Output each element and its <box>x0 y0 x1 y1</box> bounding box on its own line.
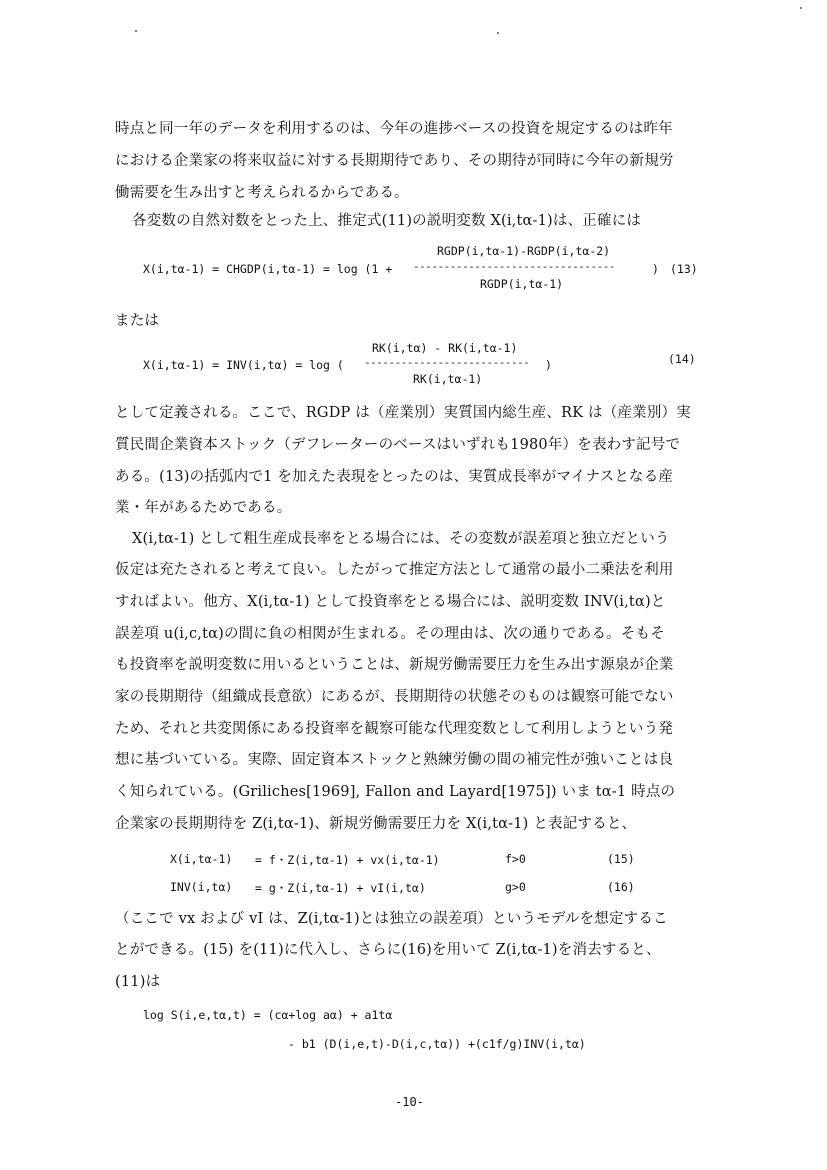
eq13-left: X(i,tα-1) = CHGDP(i,tα-1) = log (1 + <box>143 262 393 276</box>
paragraph-line: く知られている。(Griliches[1969], Fallon and Layard[1975]) いま tα-1 時点の <box>115 784 676 800</box>
eq14-left: X(i,tα-1) = INV(i,tα) = log ( <box>143 358 344 372</box>
page-number: -10- <box>395 1095 424 1109</box>
paragraph-line: 仮定は充たされると考えて良い。したがって推定方法として通常の最小二乗法を利用 <box>115 562 674 578</box>
scan-speck <box>135 30 137 32</box>
paragraph-line: も投資率を説明変数に用いるということは、新規労働需要圧力を生み出す源泉が企業 <box>115 657 674 673</box>
paragraph-line: 想に基づいている。実際、固定資本ストックと熟練労働の間の補完性が強いことは良 <box>115 752 674 768</box>
paragraph-line: X(i,tα-1) として粗生産成長率をとる場合には、その変数が誤差項と独立だという <box>132 531 670 547</box>
eq13-number: (13) <box>670 262 698 276</box>
paragraph-line: 家の長期期待（組織成長意欲）にあるが、長期期待の状態そのものは観察可能でない <box>115 689 674 705</box>
paragraph-line: 働需要を生み出すと考えられるからである。 <box>115 185 409 201</box>
paragraph-line: 質民間企業資本ストック（デフレーターのベースはいずれも1980年）を表わす記号で <box>115 437 681 453</box>
eq13-numerator: RGDP(i,tα-1)-RGDP(i,tα-2) <box>437 244 611 258</box>
eq16-rhs: = g・Z(i,tα-1) + vI(i,tα) <box>255 881 426 895</box>
eq16-cond: g>0 <box>505 880 526 894</box>
paragraph-line: として定義される。ここで、RGDP は（産業別）実質国内総生産、RK は（産業別）実 <box>115 405 691 421</box>
scan-speck <box>800 7 802 9</box>
eq15-number: (15) <box>607 852 635 866</box>
eq14-number: (14) <box>668 352 696 366</box>
paragraph-line: 時点と同一年のデータを利用するのは、今年の進捗ベースの投資を規定するのは昨年 <box>115 121 673 137</box>
eq13-close: ) <box>652 262 659 276</box>
eq14-numerator: RK(i,tα) - RK(i,tα-1) <box>372 341 518 355</box>
eq14-close: ) <box>545 358 552 372</box>
eq15-lhs: X(i,tα-1) <box>170 852 233 866</box>
paragraph-line: 誤差項 u(i,c,tα)の間に負の相関が生まれる。その理由は、次の通りである。そもそ <box>115 626 665 642</box>
eq14-denominator: RK(i,tα-1) <box>413 372 483 386</box>
fraction-bar: --------------------------- <box>364 356 530 369</box>
paragraph-line: 各変数の自然対数をとった上、推定式(11)の説明変数 X(i,tα-1)は、正確には <box>132 213 642 229</box>
eq15-rhs: = f・Z(i,tα-1) + vx(i,tα-1) <box>255 853 440 867</box>
paragraph-line: 業・年があるためである。 <box>115 500 292 516</box>
eq16-number: (16) <box>607 880 635 894</box>
paragraph-line: （ここで vx および vI は、Z(i,tα-1)とは独立の誤差項）というモデルを想定するこ <box>115 911 668 927</box>
paragraph-line: (11)は <box>115 974 161 990</box>
paragraph-line: とができる。(15) を(11)に代入し、さらに(16)を用いて Z(i,tα-1)を消去すると、 <box>115 942 661 958</box>
paragraph-line: における企業家の将来収益に対する長期期待であり、その期待が同時に今年の新規労 <box>115 153 674 169</box>
paragraph-line: ある。(13)の括弧内で1 を加えた表現をとったのは、実質成長率がマイナスとなる産 <box>115 469 674 485</box>
eq13-denominator: RGDP(i,tα-1) <box>480 277 564 291</box>
paragraph-line: ため、それと共変関係にある投資率を観察可能な代理変数として利用しようという発 <box>115 721 674 737</box>
scan-speck <box>497 32 499 34</box>
eq-final-line2: - b1 (D(i,e,t)-D(i,c,tα)) +(c1f/g)INV(i,tα) <box>288 1037 586 1051</box>
eq15-cond: f>0 <box>505 852 526 866</box>
paragraph-line: すればよい。他方、X(i,tα-1) として投資率をとる場合には、説明変数 INV(i,tα)と <box>115 594 666 610</box>
paragraph-line: 企業家の長期期待を Z(i,tα-1)、新規労働需要圧力を X(i,tα-1) と表記すると、 <box>115 816 637 832</box>
fraction-bar: --------------------------------- <box>413 260 616 273</box>
eq16-lhs: INV(i,tα) <box>170 880 233 894</box>
paragraph-line: または <box>115 313 160 329</box>
eq-final-line1: log S(i,e,tα,t) = (cα+log aα) + a1tα <box>143 1008 393 1022</box>
